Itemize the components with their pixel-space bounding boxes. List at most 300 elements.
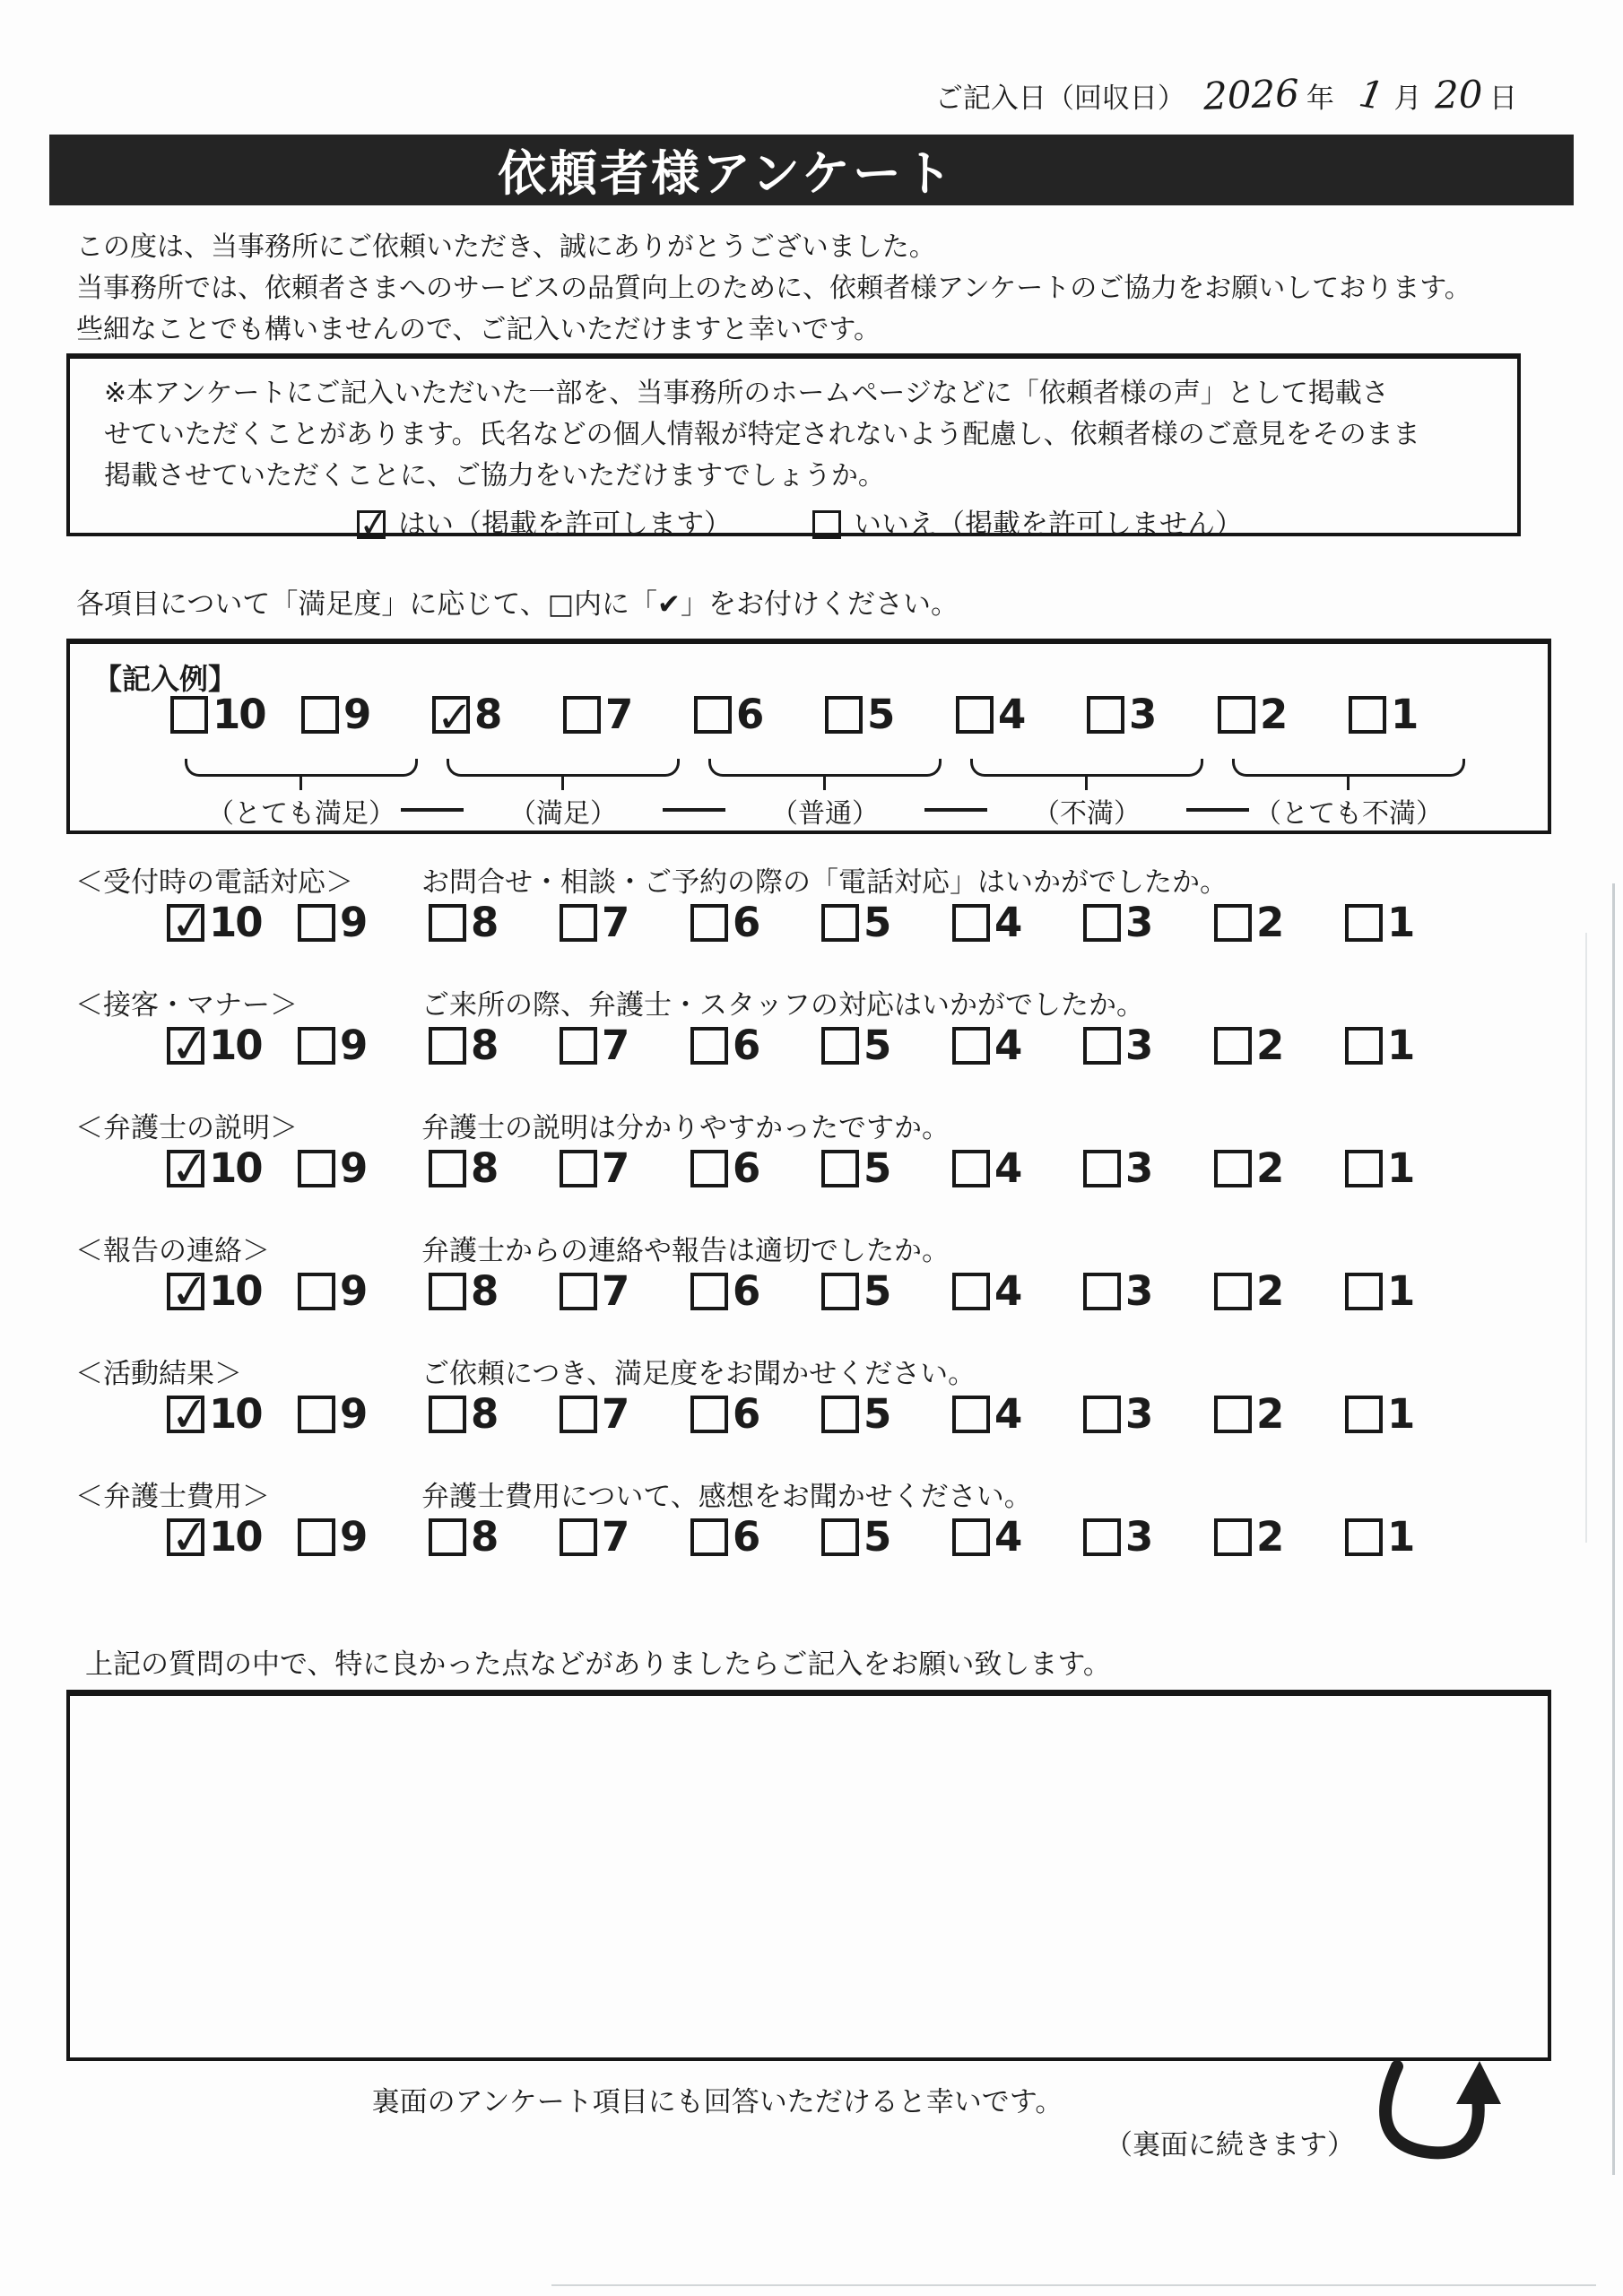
rating-option-10[interactable]	[167, 1263, 298, 1321]
rating-number: 9	[340, 1267, 367, 1315]
consent-body-line: 掲載させていただくことに、ご協力をいただけますでしょうか。	[104, 460, 885, 491]
rating-checkbox-5[interactable]	[821, 1518, 859, 1556]
group-bracket	[185, 759, 418, 777]
rating-option-4[interactable]	[952, 1267, 1083, 1315]
question-block	[66, 854, 1557, 977]
rating-option-1[interactable]	[1345, 1144, 1476, 1192]
scan-artifact-line	[551, 2284, 1596, 2286]
group-label: （満足）	[509, 798, 617, 830]
date-line	[934, 71, 1517, 118]
rating-checkbox-3[interactable]	[1087, 696, 1124, 734]
date-year-handwritten[interactable]: 2026	[1202, 71, 1300, 118]
rating-option-4[interactable]	[952, 1022, 1083, 1069]
rating-checkbox-10[interactable]	[167, 894, 213, 952]
rating-checkbox-9[interactable]	[298, 1518, 335, 1556]
rating-checkbox-8[interactable]	[429, 1027, 466, 1065]
consent-option-yes[interactable]	[357, 504, 732, 545]
rating-number: 9	[340, 1513, 367, 1561]
rating-number: 9	[343, 691, 370, 738]
rating-option-5[interactable]	[821, 1144, 952, 1192]
footer-continue-note: （裏面に続きます）	[1105, 2129, 1355, 2161]
rating-checkbox-5[interactable]	[821, 1396, 859, 1433]
rating-option-10[interactable]	[167, 1017, 298, 1075]
rating-number: 8	[471, 1144, 498, 1192]
rating-option-9[interactable]	[298, 1390, 429, 1438]
rating-number: 6	[733, 1390, 759, 1438]
rating-checkbox-3[interactable]	[1083, 1396, 1121, 1433]
rating-option-6[interactable]	[690, 899, 821, 946]
rating-checkbox-6[interactable]	[690, 1518, 728, 1556]
intro-line: 些細なことでも構いませんので、ご記入いただけますと幸いです。	[76, 314, 881, 345]
rating-option-3[interactable]	[1083, 899, 1214, 946]
rating-number: 3	[1125, 1513, 1152, 1561]
rating-checkbox-4[interactable]	[952, 1027, 990, 1065]
rating-number: 1	[1391, 691, 1418, 738]
rating-option-6[interactable]	[690, 1513, 821, 1561]
rating-option-9[interactable]	[298, 899, 429, 946]
rating-number: 4	[994, 899, 1021, 946]
rating-option-1[interactable]	[1345, 1390, 1476, 1438]
rating-number: 6	[736, 691, 763, 738]
consent-no-checkbox[interactable]	[812, 510, 841, 539]
rating-option-2[interactable]	[1214, 899, 1345, 946]
group-label: （普通）	[771, 798, 879, 830]
rating-number: 2	[1260, 691, 1287, 738]
rating-option-1[interactable]	[1345, 1513, 1476, 1561]
rating-option-5[interactable]	[821, 1267, 952, 1315]
rating-option-8[interactable]	[429, 1267, 560, 1315]
rating-number: 10	[213, 691, 265, 738]
date-day-unit: 日	[1489, 83, 1517, 115]
rating-checkbox-9[interactable]	[301, 696, 339, 734]
rating-checkbox-5[interactable]	[821, 1150, 859, 1187]
rating-option-6[interactable]	[694, 691, 825, 738]
rating-number: 4	[994, 1513, 1021, 1561]
question-text: ご依頼につき、満足度をお聞かせください。	[421, 1358, 976, 1390]
rating-number: 8	[471, 1390, 498, 1438]
rating-number: 3	[1125, 1390, 1152, 1438]
rating-option-9[interactable]	[301, 691, 432, 738]
rating-option-2[interactable]	[1214, 1022, 1345, 1069]
check-mark: ✓	[167, 894, 213, 952]
rating-number: 1	[1387, 899, 1414, 946]
rating-number: 8	[471, 899, 498, 946]
question-text: 弁護士の説明は分かりやすかったですか。	[421, 1112, 950, 1144]
rating-option-6[interactable]	[690, 1144, 821, 1192]
rating-checkbox-9[interactable]	[298, 904, 335, 942]
consent-yes-check-mark: ✓	[356, 502, 391, 547]
rating-option-7[interactable]	[560, 1022, 690, 1069]
group-bracket	[447, 759, 680, 777]
rating-number: 5	[864, 1267, 890, 1315]
rating-option-7[interactable]	[560, 1390, 690, 1438]
page-title: 依頼者様アンケート	[498, 145, 955, 202]
rating-checkbox-5[interactable]	[821, 1273, 859, 1310]
rating-number: 6	[733, 1144, 759, 1192]
rating-option-7[interactable]	[560, 899, 690, 946]
check-mark: ✓	[167, 1140, 213, 1198]
group-label-divider	[924, 808, 987, 812]
rating-number: 10	[209, 899, 262, 946]
rating-checkbox-9[interactable]	[298, 1396, 335, 1433]
date-prefix: ご記入日（回収日）	[934, 83, 1185, 115]
rating-checkbox-8[interactable]	[429, 904, 466, 942]
question-label: ＜活動結果＞	[75, 1358, 242, 1390]
rating-option-10[interactable]	[167, 1386, 298, 1444]
rating-number: 3	[1129, 691, 1156, 738]
group-bracket-tick	[823, 776, 826, 790]
rating-checkbox-6[interactable]	[690, 1150, 728, 1187]
rating-checkbox-6[interactable]	[690, 1273, 728, 1310]
rating-checkbox-9[interactable]	[298, 1027, 335, 1065]
rating-scale	[167, 1017, 1476, 1075]
rating-scale	[167, 1509, 1476, 1567]
rating-number: 3	[1125, 1267, 1152, 1315]
rating-number: 10	[209, 1022, 262, 1069]
rating-scale	[167, 1263, 1476, 1321]
rating-checkbox-7[interactable]	[560, 1150, 597, 1187]
rating-number: 7	[602, 1144, 629, 1192]
rating-option-3[interactable]	[1083, 1390, 1214, 1438]
rating-number: 10	[209, 1267, 262, 1315]
rating-option-4[interactable]	[952, 1390, 1083, 1438]
rating-number: 6	[733, 1513, 759, 1561]
rating-option-9[interactable]	[298, 1144, 429, 1192]
rating-checkbox-4[interactable]	[952, 1518, 990, 1556]
question-label: ＜接客・マナー＞	[75, 989, 298, 1022]
footer-back-line: 裏面のアンケート項目にも回答いただけると幸いです。	[371, 2086, 1063, 2118]
rating-number: 9	[340, 1144, 367, 1192]
rating-number: 7	[602, 1267, 629, 1315]
rating-number: 5	[864, 1390, 890, 1438]
question-text: お問合せ・相談・ご予約の際の「電話対応」はいかがでしたか。	[421, 866, 1228, 899]
rating-option-10[interactable]	[167, 894, 298, 952]
question-block	[66, 1345, 1557, 1468]
rating-checkbox-6[interactable]	[690, 1396, 728, 1433]
rating-number: 2	[1256, 1390, 1283, 1438]
rating-number: 6	[733, 1022, 759, 1069]
comment-prompt: 上記の質問の中で、特に良かった点などがありましたらご記入をお願い致します。	[85, 1648, 1111, 1681]
example-title: 【記入例】	[93, 662, 238, 696]
group-bracket-tick	[299, 776, 302, 790]
group-bracket-tick	[1347, 776, 1350, 790]
rating-option-10[interactable]	[170, 691, 301, 738]
consent-body-line: ※本アンケートにご記入いただいた一部を、当事務所のホームページなどに「依頼者様の声」として掲載さ	[104, 378, 1389, 409]
title-banner	[49, 135, 1574, 205]
check-mark: ✓	[167, 1017, 213, 1075]
rating-option-6[interactable]	[690, 1267, 821, 1315]
rating-number: 2	[1256, 899, 1283, 946]
rating-checkbox-5[interactable]	[821, 904, 859, 942]
rating-number: 3	[1125, 1144, 1152, 1192]
rating-number: 5	[867, 691, 894, 738]
rating-option-3[interactable]	[1083, 1144, 1214, 1192]
rating-number: 10	[209, 1390, 262, 1438]
consent-yes-checkbox[interactable]	[356, 502, 391, 547]
question-label: ＜弁護士の説明＞	[75, 1112, 298, 1144]
rating-number: 2	[1256, 1267, 1283, 1315]
group-bracket-tick	[561, 776, 564, 790]
rating-checkbox-8[interactable]	[429, 1273, 466, 1310]
rating-checkbox-6[interactable]	[694, 696, 732, 734]
rating-checkbox-5[interactable]	[821, 1027, 859, 1065]
check-mark: ✓	[437, 691, 473, 743]
rating-option-2[interactable]	[1214, 1267, 1345, 1315]
rating-option-7[interactable]	[563, 691, 694, 738]
scan-artifact-line	[1585, 933, 1587, 1543]
question-label: ＜受付時の電話対応＞	[75, 866, 353, 899]
rating-checkbox-2[interactable]	[1214, 1027, 1252, 1065]
rating-option-8[interactable]	[429, 1390, 560, 1438]
rating-checkbox-10[interactable]	[167, 1509, 213, 1567]
rating-option-8[interactable]	[432, 691, 563, 743]
rating-checkbox-3[interactable]	[1083, 1273, 1121, 1310]
rating-option-5[interactable]	[821, 899, 952, 946]
rating-number: 2	[1256, 1513, 1283, 1561]
rating-number: 5	[864, 1144, 890, 1192]
rating-number: 1	[1387, 1390, 1414, 1438]
scan-artifact-line	[1612, 883, 1615, 2175]
rating-option-4[interactable]	[952, 1144, 1083, 1192]
question-block	[66, 977, 1557, 1100]
rating-scale	[167, 1140, 1476, 1198]
consent-body-line: せていただくことがあります。氏名などの個人情報が特定されないよう配慮し、依頼者様のご意見をそのまま	[104, 419, 1420, 450]
group-bracket	[970, 759, 1203, 777]
group-label: （とても満足）	[207, 798, 395, 830]
rating-checkbox-3[interactable]	[1083, 1518, 1121, 1556]
group-label: （とても不満）	[1254, 798, 1443, 830]
rating-checkbox-4[interactable]	[952, 1396, 990, 1433]
rating-checkbox-7[interactable]	[560, 904, 597, 942]
rating-option-3[interactable]	[1083, 1267, 1214, 1315]
rating-number: 10	[209, 1144, 262, 1192]
rating-number: 1	[1387, 1267, 1414, 1315]
date-month-unit: 月	[1393, 83, 1422, 115]
check-mark: ✓	[167, 1263, 213, 1321]
question-block	[66, 1100, 1557, 1222]
date-day-handwritten[interactable]: 20	[1434, 72, 1483, 117]
rating-checkbox-8[interactable]	[429, 1396, 466, 1433]
rating-checkbox-1[interactable]	[1345, 1150, 1383, 1187]
rating-checkbox-3[interactable]	[1083, 1027, 1121, 1065]
rating-option-6[interactable]	[690, 1022, 821, 1069]
rating-checkbox-2[interactable]	[1214, 1396, 1252, 1433]
consent-box	[66, 353, 1521, 547]
rating-option-1[interactable]	[1345, 899, 1476, 946]
rating-option-7[interactable]	[560, 1144, 690, 1192]
intro-paragraph	[76, 227, 1471, 351]
rating-number: 6	[733, 1267, 759, 1315]
consent-options	[104, 504, 1496, 545]
rating-number: 4	[994, 1390, 1021, 1438]
rating-number: 1	[1387, 1144, 1414, 1192]
question-label: ＜弁護士費用＞	[75, 1481, 270, 1513]
rating-checkbox-2[interactable]	[1214, 1518, 1252, 1556]
check-mark: ✓	[167, 1386, 213, 1444]
question-text: ご来所の際、弁護士・スタッフの対応はいかがでしたか。	[421, 989, 1144, 1022]
rating-option-10[interactable]	[167, 1140, 298, 1198]
rating-option-5[interactable]	[821, 1513, 952, 1561]
rating-number: 5	[864, 1513, 890, 1561]
question-label: ＜報告の連絡＞	[75, 1235, 270, 1267]
rating-checkbox-3[interactable]	[1083, 904, 1121, 942]
rating-number: 1	[1387, 1513, 1414, 1561]
group-label-divider	[1186, 808, 1249, 812]
rating-checkbox-6[interactable]	[690, 904, 728, 942]
rating-checkbox-4[interactable]	[952, 904, 990, 942]
comment-input-box[interactable]	[66, 1690, 1551, 2061]
rating-number: 3	[1125, 1022, 1152, 1069]
rating-option-9[interactable]	[298, 1267, 429, 1315]
curved-up-arrow-icon	[1370, 2056, 1523, 2172]
rating-number: 4	[994, 1022, 1021, 1069]
rating-option-3[interactable]	[1083, 1022, 1214, 1069]
example-group-labels	[170, 759, 1480, 836]
scale-instruction: 各項目について「満足度」に応じて、□内に「✔」をお付けください。	[76, 588, 959, 621]
rating-number: 8	[471, 1022, 498, 1069]
rating-checkbox-8[interactable]	[429, 1150, 466, 1187]
rating-number: 10	[209, 1513, 262, 1561]
rating-number: 7	[605, 691, 632, 738]
rating-scale	[167, 894, 1476, 952]
intro-line: この度は、当事務所にご依頼いただき、誠にありがとうございました。	[76, 231, 936, 263]
rating-number: 4	[994, 1267, 1021, 1315]
question-text: 弁護士からの連絡や報告は適切でしたか。	[421, 1235, 950, 1267]
rating-number: 3	[1125, 899, 1152, 946]
rating-option-9[interactable]	[298, 1022, 429, 1069]
check-mark: ✓	[167, 1509, 213, 1567]
rating-checkbox-10[interactable]	[167, 1263, 213, 1321]
rating-checkbox-3[interactable]	[1083, 1150, 1121, 1187]
rating-option-3[interactable]	[1087, 691, 1218, 738]
rating-checkbox-10[interactable]	[167, 1017, 213, 1075]
question-block	[66, 1468, 1557, 1591]
intro-line: 当事務所では、依頼者さまへのサービスの品質向上のために、依頼者様アンケートのご協力をお願いしております。	[76, 273, 1471, 304]
rating-option-7[interactable]	[560, 1513, 690, 1561]
rating-number: 7	[602, 899, 629, 946]
rating-number: 5	[864, 1022, 890, 1069]
rating-number: 9	[340, 1390, 367, 1438]
rating-number: 7	[602, 1022, 629, 1069]
rating-option-5[interactable]	[825, 691, 956, 738]
rating-number: 4	[998, 691, 1025, 738]
consent-yes-label: はい（掲載を許可します）	[398, 509, 732, 541]
rating-option-1[interactable]	[1349, 691, 1480, 738]
rating-option-6[interactable]	[690, 1390, 821, 1438]
rating-option-8[interactable]	[429, 1022, 560, 1069]
rating-number: 2	[1256, 1022, 1283, 1069]
rating-option-8[interactable]	[429, 1513, 560, 1561]
date-month-handwritten[interactable]: 1	[1355, 71, 1387, 118]
group-bracket-tick	[1085, 776, 1088, 790]
rating-checkbox-1[interactable]	[1349, 696, 1386, 734]
rating-option-4[interactable]	[952, 1513, 1083, 1561]
rating-checkbox-4[interactable]	[952, 1273, 990, 1310]
rating-checkbox-6[interactable]	[690, 1027, 728, 1065]
rating-option-5[interactable]	[821, 1390, 952, 1438]
rating-checkbox-10[interactable]	[167, 1140, 213, 1198]
rating-checkbox-7[interactable]	[560, 1027, 597, 1065]
rating-number: 1	[1387, 1022, 1414, 1069]
rating-checkbox-8[interactable]	[429, 1518, 466, 1556]
rating-number: 9	[340, 1022, 367, 1069]
rating-option-7[interactable]	[560, 1267, 690, 1315]
rating-checkbox-1[interactable]	[1345, 1273, 1383, 1310]
rating-option-8[interactable]	[429, 899, 560, 946]
rating-checkbox-1[interactable]	[1345, 1518, 1383, 1556]
rating-option-2[interactable]	[1214, 1390, 1345, 1438]
rating-scale	[167, 1386, 1476, 1444]
consent-no-label: いいえ（掲載を許可しません）	[854, 509, 1243, 541]
rating-number: 7	[602, 1390, 629, 1438]
rating-number: 4	[994, 1144, 1021, 1192]
rating-checkbox-4[interactable]	[952, 1150, 990, 1187]
rating-checkbox-8[interactable]	[432, 691, 473, 743]
question-block	[66, 1222, 1557, 1345]
rating-number: 5	[864, 899, 890, 946]
group-bracket	[1232, 759, 1465, 777]
rating-number: 2	[1256, 1144, 1283, 1192]
rating-checkbox-9[interactable]	[298, 1273, 335, 1310]
rating-checkbox-10[interactable]	[167, 1386, 213, 1444]
question-text: 弁護士費用について、感想をお聞かせください。	[421, 1481, 1032, 1513]
rating-option-9[interactable]	[298, 1513, 429, 1561]
rating-number: 6	[733, 899, 759, 946]
rating-option-4[interactable]	[952, 899, 1083, 946]
consent-option-no[interactable]	[812, 504, 1243, 545]
rating-option-2[interactable]	[1218, 691, 1349, 738]
rating-checkbox-1[interactable]	[1345, 1396, 1383, 1433]
rating-number: 8	[474, 691, 501, 738]
group-bracket	[708, 759, 942, 777]
rating-number: 7	[602, 1513, 629, 1561]
rating-number: 8	[471, 1267, 498, 1315]
rating-option-10[interactable]	[167, 1509, 298, 1567]
rating-checkbox-9[interactable]	[298, 1150, 335, 1187]
example-box	[66, 639, 1551, 834]
rating-checkbox-7[interactable]	[563, 696, 601, 734]
rating-option-3[interactable]	[1083, 1513, 1214, 1561]
rating-checkbox-2[interactable]	[1214, 1150, 1252, 1187]
rating-checkbox-2[interactable]	[1214, 904, 1252, 942]
rating-checkbox-4[interactable]	[956, 696, 994, 734]
rating-checkbox-7[interactable]	[560, 1518, 597, 1556]
rating-option-2[interactable]	[1214, 1144, 1345, 1192]
rating-number: 9	[340, 899, 367, 946]
rating-checkbox-7[interactable]	[560, 1396, 597, 1433]
rating-option-1[interactable]	[1345, 1022, 1476, 1069]
group-label-divider	[663, 808, 725, 812]
rating-checkbox-2[interactable]	[1214, 1273, 1252, 1310]
date-year-unit: 年	[1306, 83, 1334, 115]
rating-checkbox-5[interactable]	[825, 696, 863, 734]
rating-number: 8	[471, 1513, 498, 1561]
group-label: （不満）	[1033, 798, 1141, 830]
rating-checkbox-2[interactable]	[1218, 696, 1255, 734]
rating-option-2[interactable]	[1214, 1513, 1345, 1561]
rating-checkbox-7[interactable]	[560, 1273, 597, 1310]
rating-option-5[interactable]	[821, 1022, 952, 1069]
rating-option-4[interactable]	[956, 691, 1087, 738]
example-rating-scale	[170, 691, 1480, 743]
rating-option-1[interactable]	[1345, 1267, 1476, 1315]
rating-option-8[interactable]	[429, 1144, 560, 1192]
rating-checkbox-1[interactable]	[1345, 1027, 1383, 1065]
questions-section	[66, 854, 1557, 1591]
group-label-divider	[401, 808, 464, 812]
rating-checkbox-10[interactable]	[170, 696, 208, 734]
rating-checkbox-1[interactable]	[1345, 904, 1383, 942]
